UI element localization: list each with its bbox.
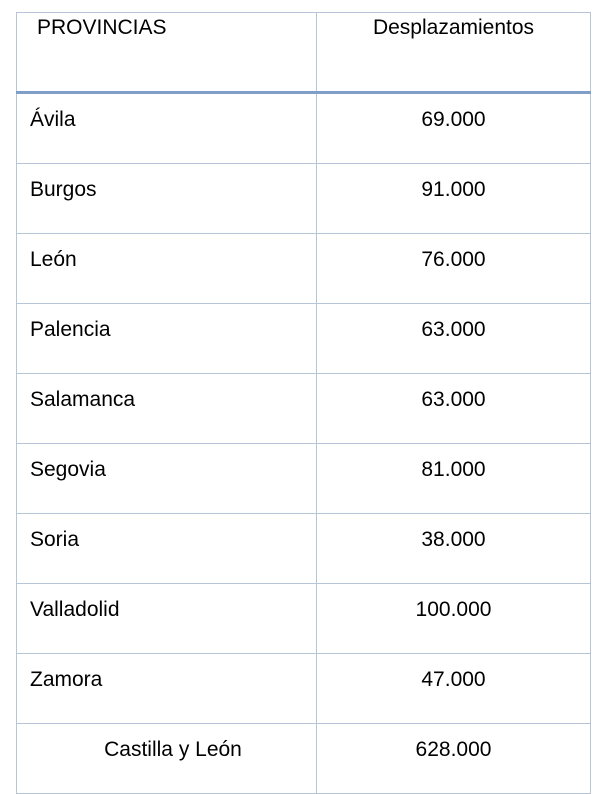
province-value: 47.000 — [317, 654, 591, 724]
province-name: Palencia — [17, 304, 317, 374]
province-value: 91.000 — [317, 164, 591, 234]
province-value: 63.000 — [317, 304, 591, 374]
table-row — [17, 514, 591, 584]
province-name: Salamanca — [17, 374, 317, 444]
table-row — [17, 444, 591, 514]
table-row — [17, 93, 591, 164]
table-row — [17, 584, 591, 654]
total-value: 628.000 — [317, 724, 591, 794]
province-value: 38.000 — [317, 514, 591, 584]
header-desplazamientos: Desplazamientos — [317, 13, 591, 93]
province-value: 63.000 — [317, 374, 591, 444]
province-name: Valladolid — [17, 584, 317, 654]
total-row — [17, 724, 591, 794]
header-provincias: PROVINCIAS — [17, 13, 317, 93]
total-name: Castilla y León — [17, 724, 317, 794]
province-value: 81.000 — [317, 444, 591, 514]
table-row — [17, 164, 591, 234]
province-value: 69.000 — [317, 93, 591, 164]
table-row — [17, 374, 591, 444]
province-name: Segovia — [17, 444, 317, 514]
province-name: Ávila — [17, 93, 317, 164]
province-name: Soria — [17, 514, 317, 584]
table-row — [17, 654, 591, 724]
table-row — [17, 234, 591, 304]
province-name: Zamora — [17, 654, 317, 724]
province-name: Burgos — [17, 164, 317, 234]
province-name: León — [17, 234, 317, 304]
table-row — [17, 304, 591, 374]
province-value: 100.000 — [317, 584, 591, 654]
provinces-table — [16, 12, 591, 794]
header-row — [17, 13, 591, 93]
province-value: 76.000 — [317, 234, 591, 304]
